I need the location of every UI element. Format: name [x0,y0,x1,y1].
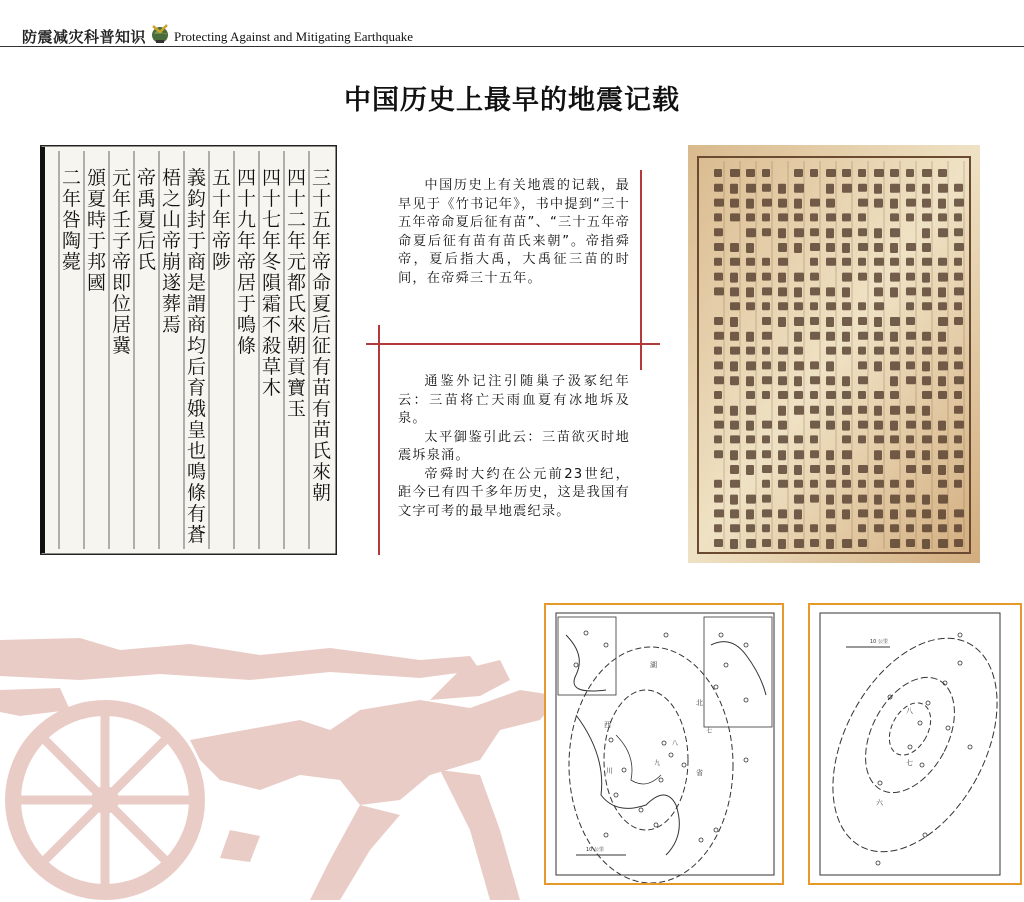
map1-label-bei: 北 [696,699,703,707]
isoseismal-map-1 [544,603,784,885]
scan-column: 四十二年元都氏來朝貢寶玉 [287,167,307,420]
map1-label-jiu: 九 [654,760,661,767]
red-vertical-rule-left [378,325,380,555]
map1-scale: 10 公里 [586,847,604,853]
left-classical-text-scan [40,145,337,555]
intro-paragraph [398,177,630,288]
map1-label-xi: 西 [604,721,611,729]
map1-label-qi: 七 [706,728,713,735]
map2-intensity-7: 七 [906,759,913,767]
details-paragraphs [398,373,630,521]
header-en-title: Protecting Against and Mitigating Earthquake [174,29,414,44]
scan-column: 三十五年帝命夏后征有苗有苗氏來朝 [312,167,332,504]
page-title: 中国历史上最早的地震记载 [344,85,680,116]
scan-column: 二年咎陶薨 [62,167,82,273]
map-2-drawing [810,605,1020,883]
scan-column: 頒夏時于邦國 [87,167,107,294]
red-vertical-rule-right [640,170,642,370]
red-horizontal-rule [366,343,660,345]
paragraph-2c: 帝舜时大约在公元前23世纪，距今已有四千多年历史，这是我国有文字可考的最早地震纪录。 [398,466,630,519]
map1-label-chuan: 川 [606,767,613,775]
earth-logo-icon [150,22,170,44]
isoseismal-map-2 [808,603,1022,885]
scan-column: 義鈞封于商是謂商均后育娥皇也鳴條有蒼 [187,167,207,546]
map-1-drawing [546,605,782,883]
paragraph-1: 中国历史上有关地震的记载，最早见于《竹书记年》，书中提到“三十五年帝命夏后征有苗”、“三十五年帝命夏后征有苗有苗氏来朝”。帝指舜帝，夏后指大禹，大禹征三苗的时间，在帝舜三十五年。 [398,178,630,286]
header-cn-title: 防震减灾科普知识 [22,28,147,46]
paragraph-2a: 通鉴外记注引随巢子汲冢纪年云：三苗将亡天雨血夏有冰地坼及泉。 [398,374,630,426]
map1-label-hu: 湖 [650,661,657,669]
scan-column: 元年壬子帝即位居冀 [112,167,132,357]
map1-label-sheng: 省 [696,769,703,777]
scan-column: 梧之山帝崩遂葬焉 [162,167,182,336]
header-divider [0,46,1024,47]
scan-column: 五十年帝陟 [212,167,232,273]
right-old-book-scan [688,145,980,563]
map2-intensity-8: 八 [906,707,913,715]
map2-intensity-6: 六 [876,799,883,807]
page-header [0,0,1024,48]
scan-column: 四十七年冬隕霜不殺草木 [262,167,282,399]
map1-label-ba: 八 [672,740,679,747]
scan-column: 帝禹夏后氏 [137,167,157,273]
map2-scale: 10 公里 [870,639,888,645]
paragraph-2b: 太平御鉴引此云：三苗欲灭时地震坼泉涌。 [398,429,630,463]
scan-column: 四十九年帝居于鳴條 [237,167,257,357]
